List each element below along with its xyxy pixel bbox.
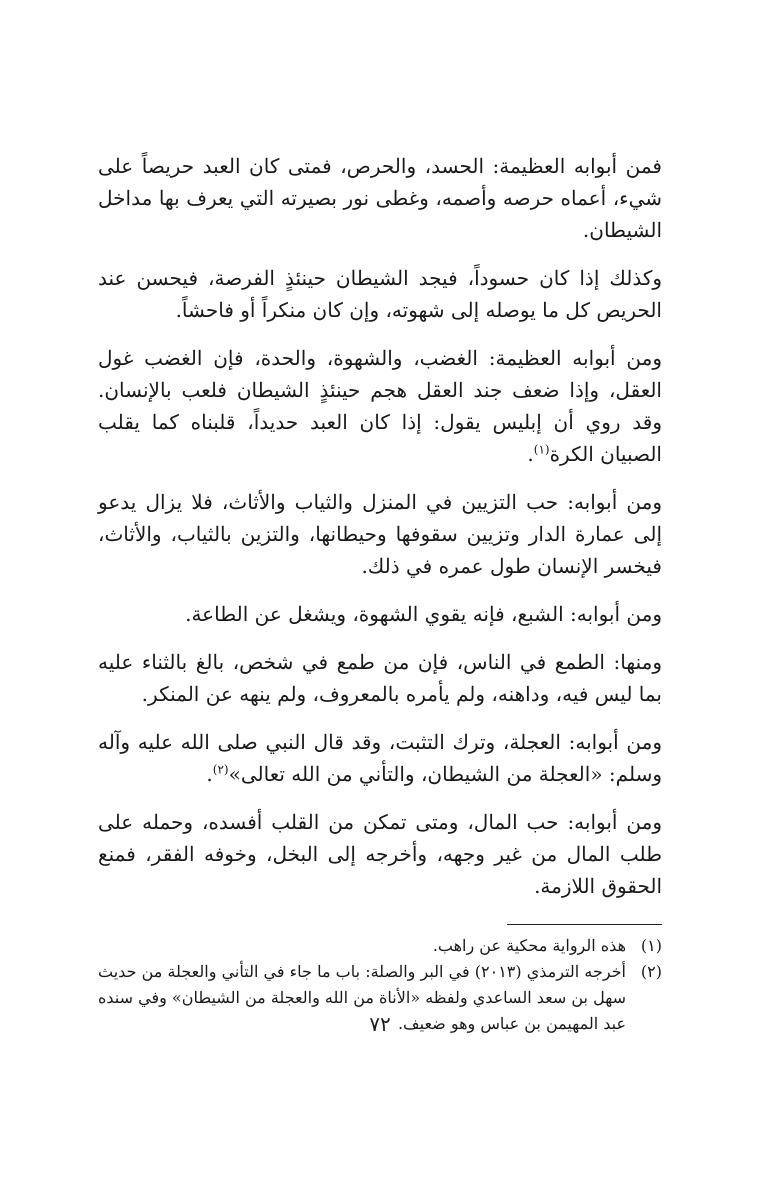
paragraph-8: ومن أبوابه: حب المال، ومتى تمكن من القلب أفسده، وحمله على طلب المال من غير وجهه، وأخرجه إلى البخل، وخوفه الفقر، فمنع الحقوق اللازمة. <box>98 810 662 898</box>
footnote-divider <box>507 924 662 925</box>
paragraph-5: ومن أبوابه: الشبع، فإنه يقوي الشهوة، ويشغل عن الطاعة. <box>185 602 662 626</box>
paragraph-6: ومنها: الطمع في الناس، فإن من طمع في شخص، بالغ بالثناء عليه بما ليس فيه، وداهنه، ولم يأمره بالمعروف، ولم ينهه عن المنكر. <box>98 650 662 706</box>
footnote-text: أخرجه الترمذي (٢٠١٣) في البر والصلة: باب ما جاء في التأني والعجلة من حديث سهل بن سعد الساعدي ولفظه «الأناة من الله والعجلة من الشيطان» وفي سنده عبد المهيمن بن عباس وهو ضعيف. <box>98 962 626 1033</box>
paragraph-3: ومن أبوابه العظيمة: الغضب، والشهوة، والحدة، فإن الغضب غول العقل، وإذا ضعف جند العقل هجم حينئذٍ الشيطان فلعب بالإنسان. وقد روي أن إبليس يقول: إذا كان العبد حديداً، قلبناه كما يقلب الصبيان الكرة$^{(١)}$. <box>98 346 662 466</box>
footnote-text: هذه الرواية محكية عن راهب. <box>432 936 626 955</box>
footnote-ref-1: (١) <box>533 442 550 457</box>
paragraph-1: فمن أبوابه العظيمة: الحسد، والحرص، فمتى كان العبد حريصاً على شيء، أعماه حرصه وأصمه، وغطى نور بصيرته التي يعرف بها مداخل الشيطان. <box>98 154 662 242</box>
paragraph-7: ومن أبوابه: العجلة، وترك التثبت، وقد قال النبي صلى الله عليه وآله وسلم: «العجلة من الشيطان، والتأني من الله تعالى»$^{(٢)}$. <box>98 730 662 786</box>
main-text <box>98 150 662 902</box>
paragraph-4: ومن أبوابه: حب التزيين في المنزل والثياب والأثاث، فلا يزال يدعو إلى عمارة الدار وتزيين سقوفها وحيطانها، والتزين بالثياب، والأثاث، فيخسر الإنسان طول عمره في ذلك. <box>98 490 662 578</box>
footnote-1 <box>98 933 662 959</box>
footnote-number: (١) <box>640 936 662 955</box>
paragraph-2: وكذلك إذا كان حسوداً، فيجد الشيطان حينئذٍ الفرصة، فيحسن عند الحريص كل ما يوصله إلى شهوته، وإن كان منكراً أو فاحشاً. <box>98 266 662 322</box>
footnote-number: (٢) <box>640 962 662 981</box>
page-number: ٧٢ <box>369 1012 391 1036</box>
footnote-ref-2: (٢) <box>212 762 229 777</box>
